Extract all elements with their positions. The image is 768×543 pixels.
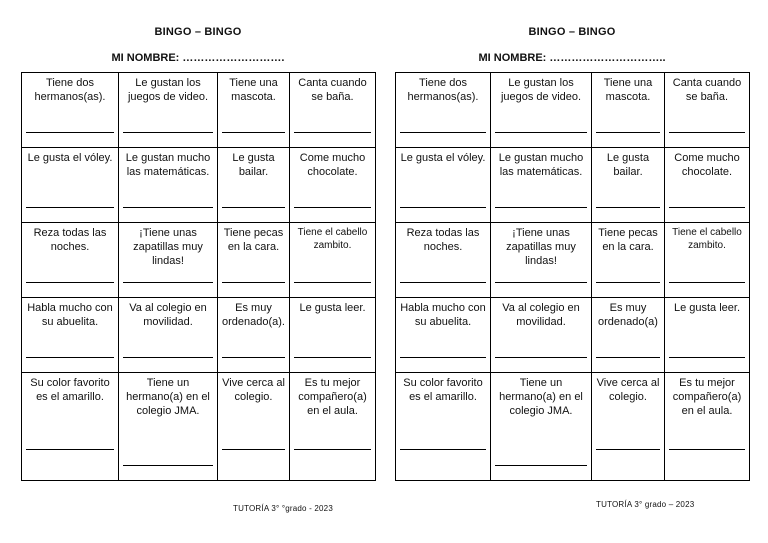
answer-line (669, 132, 745, 133)
bingo-cell[interactable]: Tiene dos hermanos(as). (396, 73, 491, 148)
answer-line (669, 282, 745, 283)
bingo-cell[interactable]: Tiene una mascota. (592, 73, 665, 148)
bingo-cell[interactable]: Tiene pecas en la cara. (218, 223, 290, 298)
answer-line (495, 282, 587, 283)
answer-line (596, 132, 660, 133)
footer-text: TUTORÍA 3° grado – 2023 (596, 500, 695, 509)
answer-line (495, 207, 587, 208)
answer-line (222, 207, 285, 208)
answer-line (222, 282, 285, 283)
bingo-cell[interactable]: Tiene un hermano(a) en el colegio JMA. (119, 373, 218, 481)
answer-line (669, 357, 745, 358)
answer-line (400, 449, 486, 450)
answer-line (222, 357, 285, 358)
bingo-row (396, 223, 750, 298)
bingo-row (22, 373, 376, 481)
sheet-title: BINGO – BINGO (154, 26, 242, 38)
answer-line (26, 132, 114, 133)
bingo-cell[interactable]: Canta cuando se baña. (290, 73, 376, 148)
answer-line (123, 465, 213, 466)
answer-line (123, 357, 213, 358)
bingo-cell[interactable]: Su color favorito es el amarillo. (22, 373, 119, 481)
bingo-cell[interactable]: Tiene pecas en la cara. (592, 223, 665, 298)
bingo-cell[interactable]: ¡Tiene unas zapatillas muy lindas! (119, 223, 218, 298)
bingo-cell[interactable]: Tiene una mascota. (218, 73, 290, 148)
answer-line (26, 357, 114, 358)
bingo-cell[interactable]: Le gustan los juegos de video. (119, 73, 218, 148)
answer-line (123, 282, 213, 283)
answer-line (294, 282, 371, 283)
answer-line (596, 449, 660, 450)
answer-line (222, 449, 285, 450)
sheet-title: BINGO – BINGO (528, 26, 616, 38)
bingo-cell[interactable]: ¡Tiene unas zapatillas muy lindas! (491, 223, 592, 298)
bingo-row (396, 148, 750, 223)
name-line: MI NOMBRE: ………………………….. (478, 52, 666, 64)
bingo-row (22, 298, 376, 373)
bingo-row (396, 298, 750, 373)
bingo-cell[interactable]: Tiene un hermano(a) en el colegio JMA. (491, 373, 592, 481)
answer-line (495, 357, 587, 358)
bingo-cell[interactable]: Su color favorito es el amarillo. (396, 373, 491, 481)
answer-line (495, 132, 587, 133)
answer-line (596, 282, 660, 283)
bingo-row (396, 373, 750, 481)
bingo-row (22, 223, 376, 298)
answer-line (400, 132, 486, 133)
bingo-row (22, 73, 376, 148)
bingo-cell[interactable]: Come mucho chocolate. (665, 148, 750, 223)
footer-text: TUTORÍA 3° °grado - 2023 (233, 504, 333, 513)
bingo-cell[interactable]: Habla mucho con su abuelita. (396, 298, 491, 373)
answer-line (294, 449, 371, 450)
answer-line (26, 282, 114, 283)
bingo-cell[interactable]: Es tu mejor compañero(a) en el aula. (290, 373, 376, 481)
answer-line (495, 465, 587, 466)
answer-line (669, 207, 745, 208)
answer-line (26, 449, 114, 450)
bingo-cell[interactable]: Le gusta el vóley. (22, 148, 119, 223)
bingo-sheet-right (395, 0, 749, 543)
bingo-cell[interactable]: Reza todas las noches. (22, 223, 119, 298)
bingo-cell[interactable]: Habla mucho con su abuelita. (22, 298, 119, 373)
answer-line (123, 207, 213, 208)
answer-line (294, 207, 371, 208)
bingo-grid (395, 72, 750, 481)
bingo-cell[interactable]: Le gusta leer. (665, 298, 750, 373)
answer-line (123, 132, 213, 133)
answer-line (669, 449, 745, 450)
name-line: MI NOMBRE: ………………………. (111, 52, 285, 64)
bingo-cell[interactable]: Reza todas las noches. (396, 223, 491, 298)
bingo-cell[interactable]: Vive cerca al colegio. (592, 373, 665, 481)
bingo-cell[interactable]: Le gusta el vóley. (396, 148, 491, 223)
answer-line (294, 132, 371, 133)
bingo-cell[interactable]: Es tu mejor compañero(a) en el aula. (665, 373, 750, 481)
bingo-cell[interactable]: Le gusta bailar. (218, 148, 290, 223)
answer-line (26, 207, 114, 208)
bingo-cell[interactable]: Le gustan mucho las matemáticas. (491, 148, 592, 223)
bingo-cell[interactable]: Le gusta leer. (290, 298, 376, 373)
bingo-cell[interactable]: Tiene el cabello zambito. (290, 223, 376, 298)
bingo-cell[interactable]: Tiene dos hermanos(as). (22, 73, 119, 148)
bingo-cell[interactable]: Come mucho chocolate. (290, 148, 376, 223)
bingo-cell[interactable]: Es muy ordenado(a). (218, 298, 290, 373)
bingo-cell[interactable]: Tiene el cabello zambito. (665, 223, 750, 298)
bingo-cell[interactable]: Va al colegio en movilidad. (491, 298, 592, 373)
answer-line (596, 207, 660, 208)
bingo-cell[interactable]: Le gustan los juegos de video. (491, 73, 592, 148)
answer-line (294, 357, 371, 358)
bingo-cell[interactable]: Le gusta bailar. (592, 148, 665, 223)
bingo-cell[interactable]: Vive cerca al colegio. (218, 373, 290, 481)
answer-line (222, 132, 285, 133)
bingo-row (22, 148, 376, 223)
bingo-cell[interactable]: Canta cuando se baña. (665, 73, 750, 148)
answer-line (596, 357, 660, 358)
bingo-cell[interactable]: Le gustan mucho las matemáticas. (119, 148, 218, 223)
bingo-sheet-left (21, 0, 375, 543)
bingo-cell[interactable]: Es muy ordenado(a) (592, 298, 665, 373)
answer-line (400, 207, 486, 208)
answer-line (400, 357, 486, 358)
bingo-cell[interactable]: Va al colegio en movilidad. (119, 298, 218, 373)
answer-line (400, 282, 486, 283)
bingo-row (396, 73, 750, 148)
bingo-grid (21, 72, 376, 481)
